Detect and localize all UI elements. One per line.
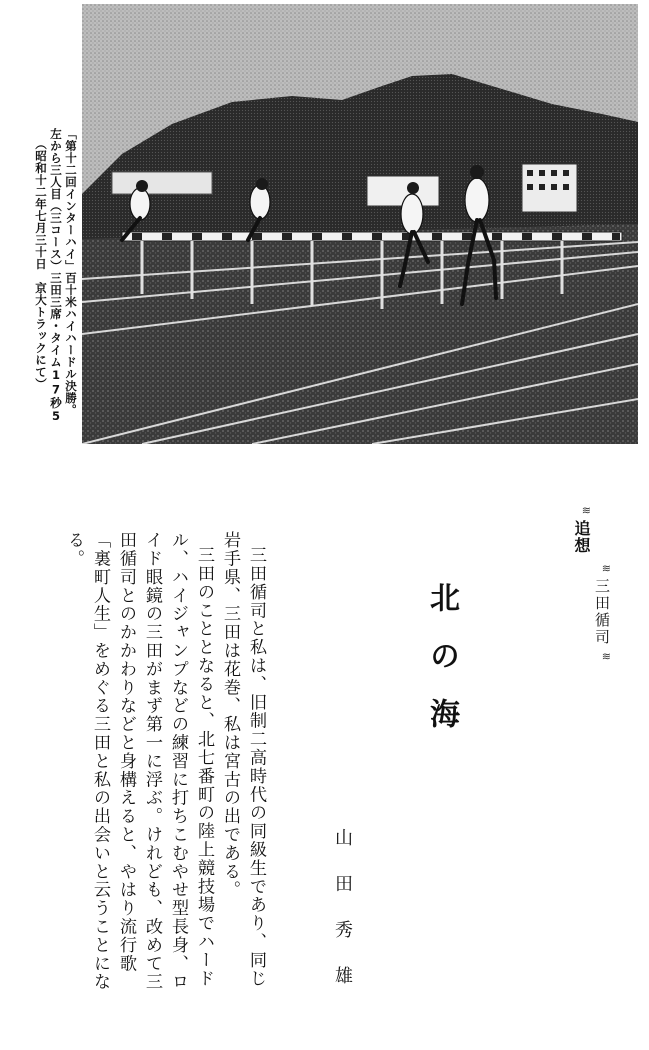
hurdles-race-photo	[82, 4, 638, 444]
body-line: 「裏町人生」をめぐる三田と私の出会いと云うことにな	[90, 531, 110, 991]
body-line: ル、ハイジャンプなどの練習に打ちこむやせ型長身、ロ	[168, 531, 188, 991]
wave-ornament-upper: ≋	[601, 562, 611, 575]
series-subject: 三田循司	[593, 578, 611, 646]
photo-caption-line-1: 「第十二回インターハイ」百十米ハイハードル決勝。	[64, 128, 78, 416]
article-author: 山田秀雄	[332, 828, 353, 1012]
article-title: 北の海	[424, 582, 459, 756]
body-line: イド眼鏡の三田がまず第一に浮ぶ。けれども、改めて三	[142, 531, 162, 991]
body-line: 三田循司と私は、旧制二高時代の同級生であり、同じ	[246, 546, 266, 988]
photo-caption-line-2: 左から三人目（三コース）三田三席・タイム17秒5	[49, 128, 63, 424]
body-line: 田循司とのかかわりなどと身構えると、やはり流行歌	[116, 531, 136, 973]
body-line: る。	[64, 531, 84, 568]
series-label: 追想	[572, 520, 591, 554]
wave-ornament-lower: ≋	[601, 650, 611, 663]
body-line: 三田のこととなると、北七番町の陸上競技場でハード	[194, 546, 214, 988]
body-line: 岩手県、三田は花巻、私は宮古の出である。	[220, 531, 240, 899]
photo-caption-line-3: （昭和十二年七月三十日 京大トラックにて）	[34, 138, 48, 390]
wave-ornament-top: ≋	[581, 504, 591, 517]
